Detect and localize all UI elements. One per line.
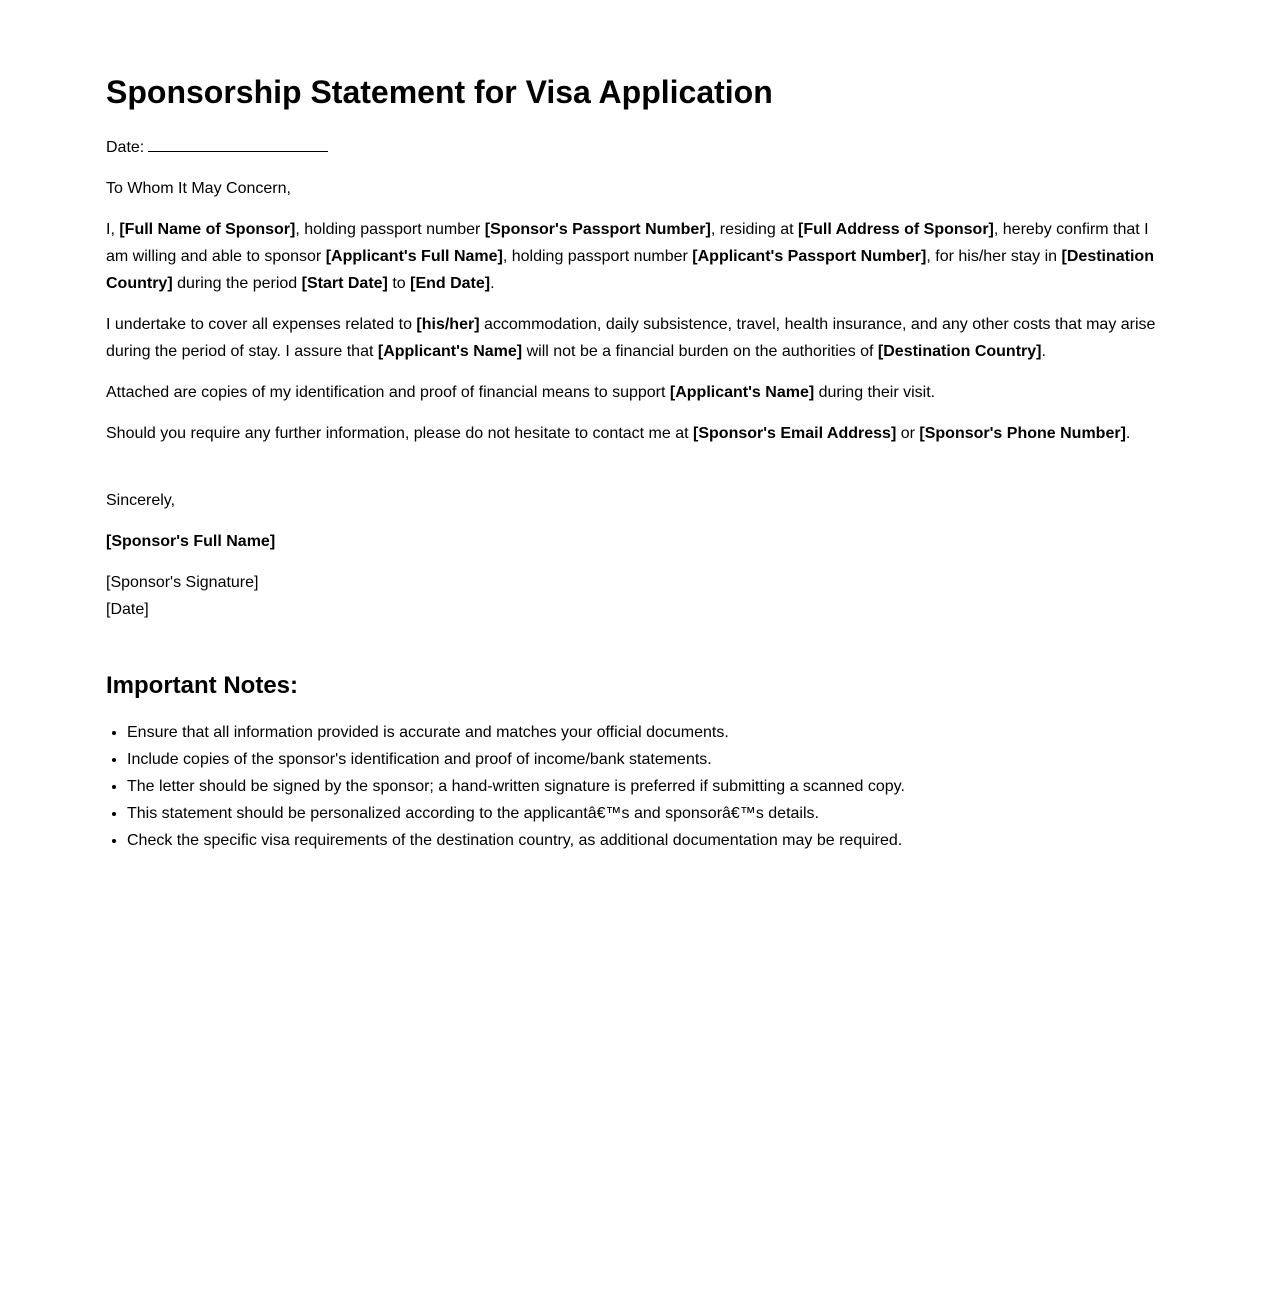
placeholder-sponsor-phone: [Sponsor's Phone Number] <box>919 425 1126 442</box>
text: , for his/her stay in <box>926 248 1062 265</box>
placeholder-applicant-passport: [Applicant's Passport Number] <box>692 248 927 265</box>
list-item: • This statement should be personalized according to the applicantâ€™s and sponsorâ€™s details. <box>127 800 1172 827</box>
date-label: Date: <box>106 139 145 156</box>
document-title: Sponsorship Statement for Visa Application <box>106 74 773 110</box>
text: Attached are copies of my identification and proof of financial means to support <box>106 384 670 401</box>
placeholder-end-date: [End Date] <box>410 275 491 292</box>
text: . <box>490 275 495 292</box>
text: during the period <box>172 275 302 292</box>
placeholder-sponsor-passport: [Sponsor's Passport Number] <box>484 221 711 238</box>
date-line <box>106 134 1172 161</box>
paragraph-sponsor-confirmation <box>106 216 1172 297</box>
text: I undertake to cover all expenses related to <box>106 316 417 333</box>
list-item: • Check the specific visa requirements of the destination country, as additional documentation may be required. <box>127 827 1172 854</box>
placeholder-sponsor-full-name: [Sponsor's Full Name] <box>106 533 276 550</box>
text: , holding passport number <box>295 221 485 238</box>
placeholder-applicant-name: [Applicant's Name] <box>669 384 815 401</box>
paragraph-contact <box>106 420 1172 447</box>
placeholder-sponsor-email: [Sponsor's Email Address] <box>693 425 897 442</box>
list-item: • The letter should be signed by the sponsor; a hand-written signature is preferred if submitting a scanned copy. <box>127 773 1172 800</box>
signature-date: [Date] <box>106 601 149 618</box>
placeholder-destination-country: [Destination Country] <box>106 248 1154 292</box>
text: to <box>387 275 411 292</box>
signature-block <box>106 569 1172 623</box>
greeting: To Whom It May Concern, <box>106 180 291 197</box>
placeholder-pronoun: [his/her] <box>416 316 480 333</box>
list-item: • Include copies of the sponsor's identification and proof of income/bank statements. <box>127 746 1172 773</box>
placeholder-applicant-name: [Applicant's Name] <box>377 343 523 360</box>
text: , residing at <box>710 221 799 238</box>
text: or <box>896 425 920 442</box>
notes-list <box>106 719 1172 854</box>
sponsor-full-name <box>106 528 1172 555</box>
placeholder-sponsor-address: [Full Address of Sponsor] <box>798 221 994 238</box>
text: Should you require any further information, please do not hesitate to contact me at <box>106 425 694 442</box>
text: I, <box>106 221 120 238</box>
date-blank-line <box>148 150 328 152</box>
placeholder-sponsor-name: [Full Name of Sponsor] <box>119 221 296 238</box>
placeholder-applicant-name: [Applicant's Full Name] <box>325 248 503 265</box>
text: accommodation, daily subsistence, travel, health insurance, and any other costs that may arise during the period of stay. I assure that <box>106 316 1156 360</box>
document-page <box>106 0 1172 854</box>
paragraph-attachments <box>106 379 1172 406</box>
text: will not be a financial burden on the authorities of <box>522 343 878 360</box>
placeholder-start-date: [Start Date] <box>301 275 388 292</box>
text: . <box>1041 343 1046 360</box>
paragraph-expenses <box>106 311 1172 365</box>
text: during their visit. <box>814 384 936 401</box>
text: . <box>1125 425 1131 442</box>
text: , hereby confirm that I am willing and able to sponsor <box>106 221 1149 265</box>
text: , holding passport number <box>502 248 693 265</box>
notes-heading: Important Notes: <box>106 672 298 699</box>
list-item: • Ensure that all information provided is accurate and matches your official documents. <box>127 719 1172 746</box>
closing: Sincerely, <box>106 492 176 509</box>
signature-line: [Sponsor's Signature] <box>106 574 259 591</box>
placeholder-destination-country: [Destination Country] <box>877 343 1042 360</box>
